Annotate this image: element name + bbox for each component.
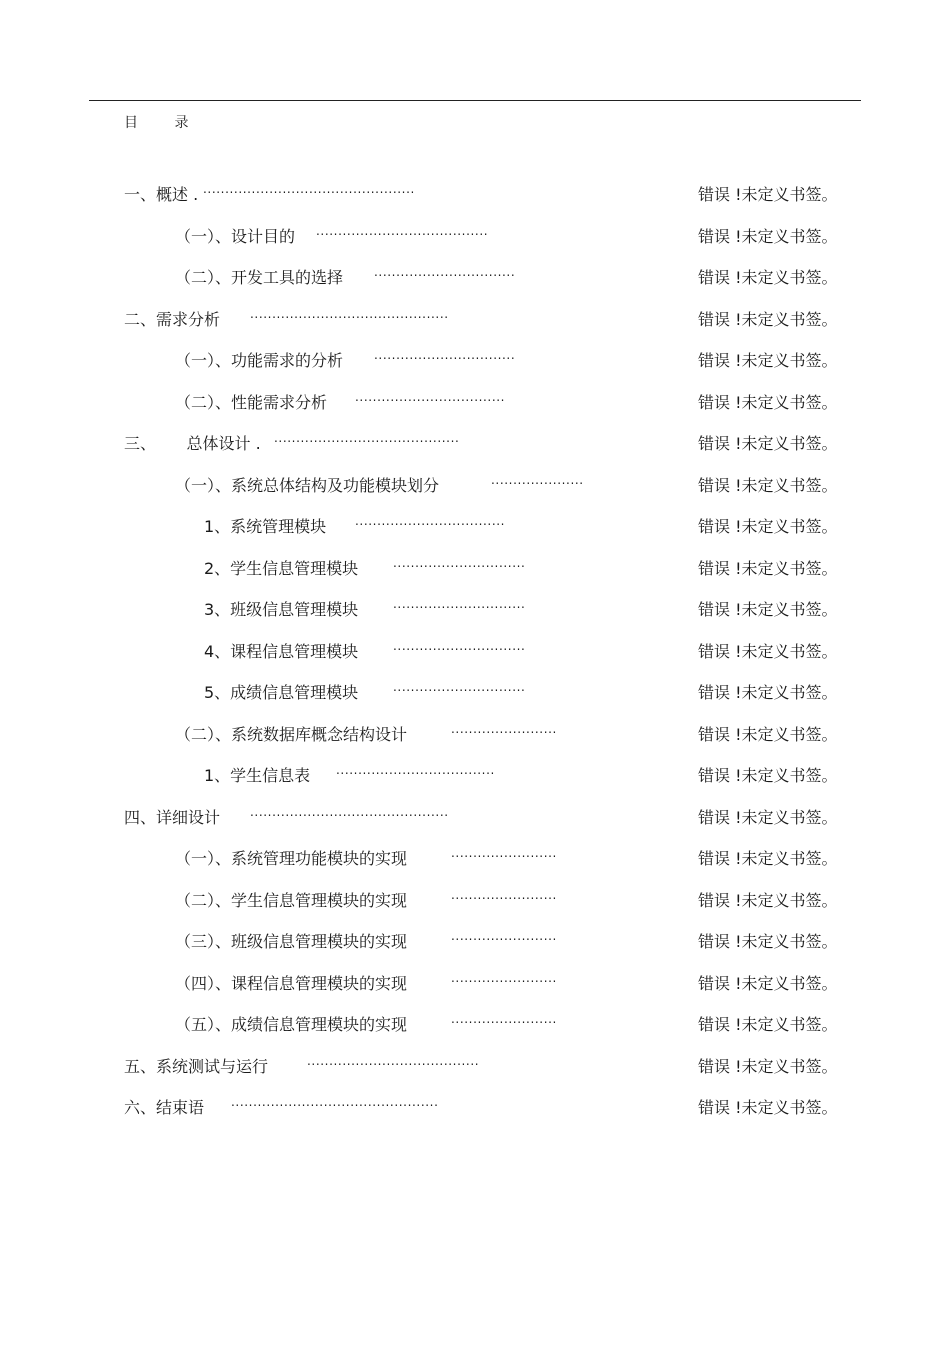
toc-entry-title: 4、课程信息管理模块 bbox=[204, 641, 359, 661]
toc-entry[interactable] bbox=[0, 172, 950, 214]
toc-dot-leader: .......................................... bbox=[274, 431, 460, 445]
toc-dot-leader: ............................................. bbox=[250, 306, 449, 321]
toc-entry[interactable] bbox=[0, 546, 950, 588]
toc-entry[interactable] bbox=[0, 753, 950, 795]
toc-page-ref: 错误 !未定义书签。 bbox=[698, 558, 838, 578]
toc-page-ref: 错误 !未定义书签。 bbox=[698, 185, 838, 204]
toc-dot-leader: .............................. bbox=[393, 680, 526, 694]
toc-entry-title: 一、概述 . bbox=[124, 185, 199, 204]
header-rule bbox=[89, 100, 861, 101]
toc-entry-title: （四）、课程信息管理模块的实现 bbox=[175, 973, 408, 993]
toc-dot-leader: ..................... bbox=[491, 472, 584, 487]
toc-heading: 目 录 bbox=[124, 115, 205, 131]
toc-entry-title: （二）、系统数据库概念结构设计 bbox=[175, 724, 408, 744]
toc-dot-leader: .................................... bbox=[336, 763, 495, 777]
toc-entry-title: （三）、班级信息管理模块的实现 bbox=[175, 932, 408, 951]
toc-entry[interactable] bbox=[0, 338, 950, 380]
toc-dot-leader: ............................................. bbox=[250, 804, 449, 819]
toc-dot-leader: .................................. bbox=[355, 389, 506, 404]
toc-entry-title: 1、系统管理模块 bbox=[204, 517, 327, 536]
toc-page-ref: 错误 !未定义书签。 bbox=[698, 807, 838, 827]
toc-dot-leader: ............................................... bbox=[231, 1095, 439, 1109]
toc-entry-title: （二）、性能需求分析 bbox=[175, 392, 328, 412]
toc-page-ref: 错误 !未定义书签。 bbox=[698, 683, 838, 702]
toc-page-ref: 错误 !未定义书签。 bbox=[698, 932, 838, 951]
toc-entry[interactable] bbox=[0, 1002, 950, 1044]
toc-entry[interactable] bbox=[0, 795, 950, 837]
toc-entry[interactable] bbox=[0, 587, 950, 629]
toc-dot-leader: ........................ bbox=[451, 970, 557, 985]
toc-entry[interactable] bbox=[0, 297, 950, 339]
table-of-contents bbox=[0, 172, 950, 1127]
toc-page-ref: 错误 !未定义书签。 bbox=[698, 268, 838, 287]
toc-page-ref: 错误 !未定义书签。 bbox=[698, 517, 838, 536]
toc-entry[interactable] bbox=[0, 629, 950, 671]
toc-dot-leader: ........................ bbox=[451, 929, 557, 943]
toc-dot-leader: ....................................... bbox=[316, 223, 489, 238]
toc-page-ref: 错误 !未定义书签。 bbox=[698, 641, 838, 661]
toc-dot-leader: ........................ bbox=[451, 887, 557, 902]
toc-entry-title: （一）、系统管理功能模块的实现 bbox=[175, 849, 408, 868]
toc-page-ref: 错误 !未定义书签。 bbox=[698, 1098, 838, 1117]
toc-entry-title: （一）、功能需求的分析 bbox=[175, 351, 344, 370]
toc-entry[interactable] bbox=[0, 670, 950, 712]
toc-entry-title: 2、学生信息管理模块 bbox=[204, 558, 359, 578]
toc-entry-title: （一）、设计目的 bbox=[175, 226, 296, 246]
toc-page-ref: 错误 !未定义书签。 bbox=[698, 351, 838, 370]
toc-dot-leader: ........................ bbox=[451, 846, 557, 860]
toc-page-ref: 错误 !未定义书签。 bbox=[698, 1056, 838, 1076]
toc-page-ref: 错误 !未定义书签。 bbox=[698, 226, 838, 246]
toc-page-ref: 错误 !未定义书签。 bbox=[698, 475, 838, 495]
toc-dot-leader: ....................................... bbox=[307, 1053, 480, 1068]
toc-entry-title: （二）、开发工具的选择 bbox=[175, 268, 344, 287]
toc-entry[interactable] bbox=[0, 919, 950, 961]
toc-dot-leader: ........................ bbox=[451, 721, 557, 736]
toc-page-ref: 错误 !未定义书签。 bbox=[698, 600, 838, 619]
toc-entry[interactable] bbox=[0, 1085, 950, 1127]
toc-entry-title: 三、 总体设计 . bbox=[124, 434, 261, 453]
toc-dot-leader: .................................. bbox=[355, 514, 506, 528]
toc-dot-leader: .............................. bbox=[393, 555, 526, 570]
toc-entry[interactable] bbox=[0, 712, 950, 754]
toc-entry[interactable] bbox=[0, 1044, 950, 1086]
toc-page-ref: 错误 !未定义书签。 bbox=[698, 973, 838, 993]
toc-entry[interactable] bbox=[0, 463, 950, 505]
toc-entry[interactable] bbox=[0, 421, 950, 463]
toc-entry[interactable] bbox=[0, 380, 950, 422]
toc-page-ref: 错误 !未定义书签。 bbox=[698, 724, 838, 744]
toc-entry-title: （一）、系统总体结构及功能模块划分 bbox=[175, 475, 440, 495]
toc-dot-leader: ........................ bbox=[451, 1012, 557, 1026]
toc-page-ref: 错误 !未定义书签。 bbox=[698, 434, 838, 453]
toc-page-ref: 错误 !未定义书签。 bbox=[698, 849, 838, 868]
toc-page-ref: 错误 !未定义书签。 bbox=[698, 766, 838, 785]
toc-page-ref: 错误 !未定义书签。 bbox=[698, 309, 838, 329]
toc-dot-leader: ................................................ bbox=[203, 182, 415, 196]
toc-entry-title: 四、详细设计 bbox=[124, 807, 221, 827]
toc-entry-title: 3、班级信息管理模块 bbox=[204, 600, 359, 619]
toc-dot-leader: .............................. bbox=[393, 638, 526, 653]
toc-entry-title: （五）、成绩信息管理模块的实现 bbox=[175, 1015, 408, 1034]
toc-page-ref: 错误 !未定义书签。 bbox=[698, 1015, 838, 1034]
toc-entry-title: 六、结束语 bbox=[124, 1098, 205, 1117]
toc-entry-title: 五、系统测试与运行 bbox=[124, 1056, 269, 1076]
toc-entry[interactable] bbox=[0, 214, 950, 256]
toc-entry-title: 二、需求分析 bbox=[124, 309, 221, 329]
toc-page-ref: 错误 !未定义书签。 bbox=[698, 890, 838, 910]
toc-entry[interactable] bbox=[0, 836, 950, 878]
toc-entry[interactable] bbox=[0, 504, 950, 546]
toc-entry[interactable] bbox=[0, 255, 950, 297]
toc-dot-leader: ................................ bbox=[374, 348, 516, 362]
toc-dot-leader: .............................. bbox=[393, 597, 526, 611]
toc-entry-title: 5、成绩信息管理模块 bbox=[204, 683, 359, 702]
toc-entry-title: 1、学生信息表 bbox=[204, 766, 311, 785]
toc-dot-leader: ................................ bbox=[374, 265, 516, 279]
toc-page-ref: 错误 !未定义书签。 bbox=[698, 392, 838, 412]
toc-entry[interactable] bbox=[0, 878, 950, 920]
toc-entry-title: （二）、学生信息管理模块的实现 bbox=[175, 890, 408, 910]
toc-entry[interactable] bbox=[0, 961, 950, 1003]
